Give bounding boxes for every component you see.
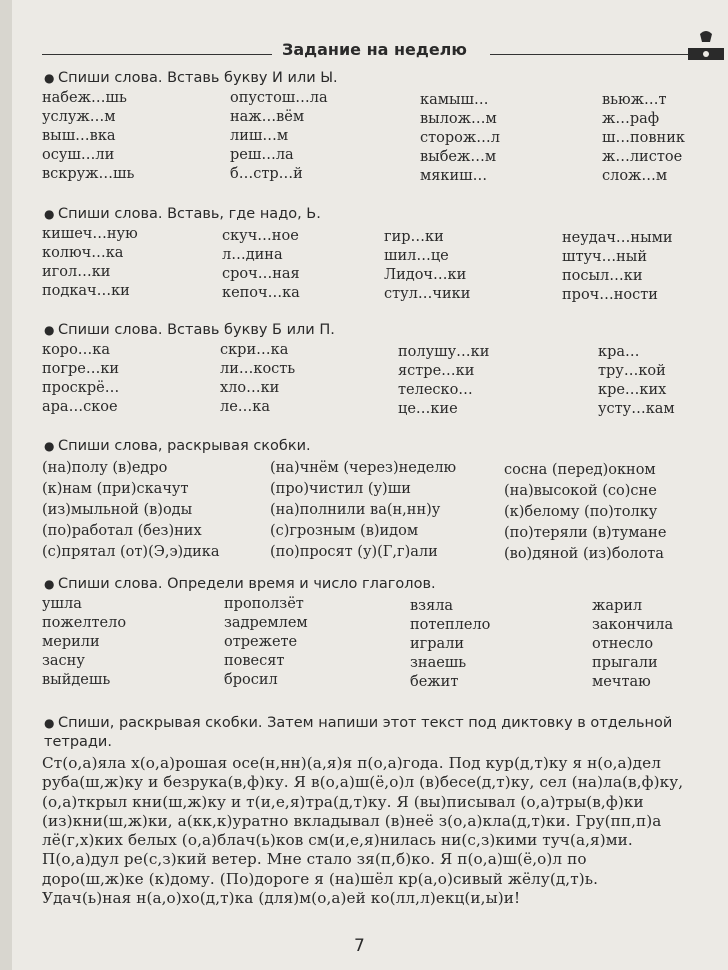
phrase: (по)теряли (в)тумане [504, 525, 667, 541]
text-line: (из)кни(ш,ж)ки, а(кк,к)уратно вкладывал (в)неё з(о,а)кла(д,т)ки. Гру(пп,п)а [42, 811, 662, 830]
word: играли [410, 636, 465, 652]
word-grid [42, 90, 722, 190]
word: кра… [598, 344, 640, 360]
word: сторож…л [420, 130, 500, 146]
corner-decoration-icon [686, 20, 726, 64]
word: стул…чики [384, 286, 471, 302]
word-grid [42, 596, 722, 696]
word: реш…ла [230, 147, 294, 163]
word: выйдешь [42, 672, 111, 688]
dictation-text [42, 754, 704, 908]
exercise-3-title: ● Спиши слова. Вставь букву Б или П. [44, 322, 335, 338]
word: ушла [42, 596, 82, 612]
word-grid [42, 458, 722, 562]
word: вылож…м [420, 111, 497, 127]
text-line: (о,а)ткрыл кни(ш,ж)ку и т(и,е,я)тра(д,т)ку. Я (вы)писывал (о,а)тры(в,ф)ки [42, 792, 644, 811]
word: ле…ка [220, 399, 270, 415]
word-grid [42, 342, 722, 422]
word: выш…вка [42, 128, 116, 144]
phrase: (по)работал (без)них [42, 523, 202, 539]
word: колюч…ка [42, 245, 124, 261]
word: погре…ки [42, 361, 120, 377]
word: задремлем [224, 615, 308, 631]
word: вскруж…шь [42, 166, 135, 182]
word: отнесло [592, 636, 654, 652]
word: гир…ки [384, 229, 444, 245]
page-number: 7 [354, 936, 365, 956]
word: б…стр…й [230, 166, 303, 182]
word: мерили [42, 634, 100, 650]
word: осуш…ли [42, 147, 115, 163]
exercise-1-title: ● Спиши слова. Вставь букву И или Ы. [44, 70, 338, 86]
word: сроч…ная [222, 266, 300, 282]
word: полушу…ки [398, 344, 490, 360]
word: засну [42, 653, 85, 669]
phrase: (по)просят (у)(Г,г)али [270, 544, 438, 560]
exercise-2-title: ● Спиши слова. Вставь, где надо, Ь. [44, 206, 321, 222]
word: коро…ка [42, 342, 111, 358]
word: игол…ки [42, 264, 111, 280]
page-header [42, 40, 722, 66]
bullet-icon: ● [44, 207, 55, 221]
word: це…кие [398, 401, 458, 417]
bullet-icon: ● [44, 323, 55, 337]
exercise-3 [42, 322, 722, 422]
text-line: доро(ш,ж)ке (к)дому. (По)дороге я (на)шёл кр(а,о)сивый жёлу(д,т)ь. [42, 869, 599, 888]
word: ара…ское [42, 399, 118, 415]
phrase: (во)дяной (из)болота [504, 546, 664, 562]
bullet-icon: ● [44, 716, 55, 730]
word: ж…раф [602, 111, 660, 127]
word: ли…кость [220, 361, 296, 377]
phrase: (с)грозным (в)идом [270, 523, 419, 539]
word: закончила [592, 617, 674, 633]
word: мякиш… [420, 168, 488, 184]
word: усту…кам [598, 401, 675, 417]
word: опустош…ла [230, 90, 328, 106]
word: кишеч…ную [42, 226, 138, 242]
phrase: (с)прятал (от)(Э,э)дика [42, 544, 220, 560]
phrase: (на)полу (в)едро [42, 460, 168, 476]
word: вьюж…т [602, 92, 667, 108]
word: слож…м [602, 168, 668, 184]
word: скуч…ное [222, 228, 299, 244]
word: взяла [410, 598, 454, 614]
word: проч…ности [562, 287, 658, 303]
text-line: Ст(о,а)яла х(о,а)рошая осе(н,нн)(а,я)я п(о,а)года. Под кур(д,т)ку я н(о,а)дел [42, 754, 661, 772]
bullet-icon: ● [44, 439, 55, 453]
exercise-4-title: ● Спиши слова, раскрывая скобки. [44, 438, 311, 454]
exercise-4 [42, 438, 722, 562]
word: проскрё… [42, 380, 120, 396]
bullet-icon: ● [44, 71, 55, 85]
phrase: сосна (перед)окном [504, 462, 656, 478]
word: кепоч…ка [222, 285, 300, 301]
word: ястре…ки [398, 363, 475, 379]
text-line: П(о,а)дул ре(с,з)кий ветер. Мне стало зя(п,б)ко. Я п(о,а)ш(ё,о)л по [42, 850, 587, 869]
text-line: Удач(ь)ная н(а,о)хо(д,т)ка (для)м(о,а)ей ко(лл,л)екц(и,ы)и! [42, 889, 521, 908]
word: отрежете [224, 634, 298, 650]
header-rule-right [490, 54, 718, 55]
word: л…дина [222, 247, 283, 263]
word: камыш… [420, 92, 489, 108]
text-line: лё(г,х)ких белых (о,а)блач(ь)ков см(и,е,я)нилась ни(с,з)кими туч(а,я)ми. [42, 831, 633, 850]
workbook-page [12, 0, 728, 970]
phrase: (на)чнём (через)неделю [270, 460, 457, 476]
exercise-6 [42, 714, 722, 752]
phrase: (к)белому (по)толку [504, 504, 658, 520]
word: лиш…м [230, 128, 289, 144]
word: потеплело [410, 617, 491, 633]
word: телеско… [398, 382, 473, 398]
word: знаешь [410, 655, 467, 671]
word: тру…кой [598, 363, 666, 379]
word: жарил [592, 598, 643, 614]
exercise-1 [42, 70, 722, 190]
word: бросил [224, 672, 278, 688]
word: выбеж…м [420, 149, 497, 165]
word: пожелтело [42, 615, 127, 631]
word: повесят [224, 653, 285, 669]
exercise-5 [42, 576, 722, 696]
bullet-icon: ● [44, 577, 55, 591]
word: ш…повник [602, 130, 685, 146]
word: скри…ка [220, 342, 289, 358]
phrase: (на)полнили ва(н,нн)у [270, 502, 441, 518]
text-line: руба(ш,ж)ку и безрука(в,ф)ку. Я в(о,а)ш(ё,о)л (в)бесе(д,т)ку, сел (на)ла(в,ф)ку, [42, 773, 684, 792]
word: Лидоч…ки [384, 267, 467, 283]
word: посыл…ки [562, 268, 643, 284]
word: мечтаю [592, 674, 651, 690]
word: бежит [410, 674, 459, 690]
phrase: (на)высокой (со)сне [504, 483, 657, 499]
word: наж…вём [230, 109, 305, 125]
exercise-6-title: ● Спиши, раскрывая скобки. Затем напиши этот текст под диктовку в отдельной тетради. [44, 715, 673, 750]
header-rule-left [42, 54, 272, 55]
page-title: Задание на неделю [282, 40, 467, 59]
word: штуч…ный [562, 249, 647, 265]
word: подкач…ки [42, 283, 130, 299]
word: услуж…м [42, 109, 116, 125]
word: неудач…ными [562, 230, 673, 246]
word-grid [42, 226, 722, 306]
phrase: (к)нам (при)скачут [42, 481, 189, 497]
word: шил…це [384, 248, 449, 264]
exercise-2 [42, 206, 722, 306]
word: хло…ки [220, 380, 280, 396]
word: проползёт [224, 596, 304, 612]
phrase: (из)мыльной (в)оды [42, 502, 193, 518]
word: набеж…шь [42, 90, 127, 106]
word: кре…ких [598, 382, 667, 398]
word: ж…листое [602, 149, 683, 165]
phrase: (про)чистил (у)ши [270, 481, 411, 497]
exercise-5-title: ● Спиши слова. Определи время и число глаголов. [44, 576, 436, 592]
word: прыгали [592, 655, 658, 671]
